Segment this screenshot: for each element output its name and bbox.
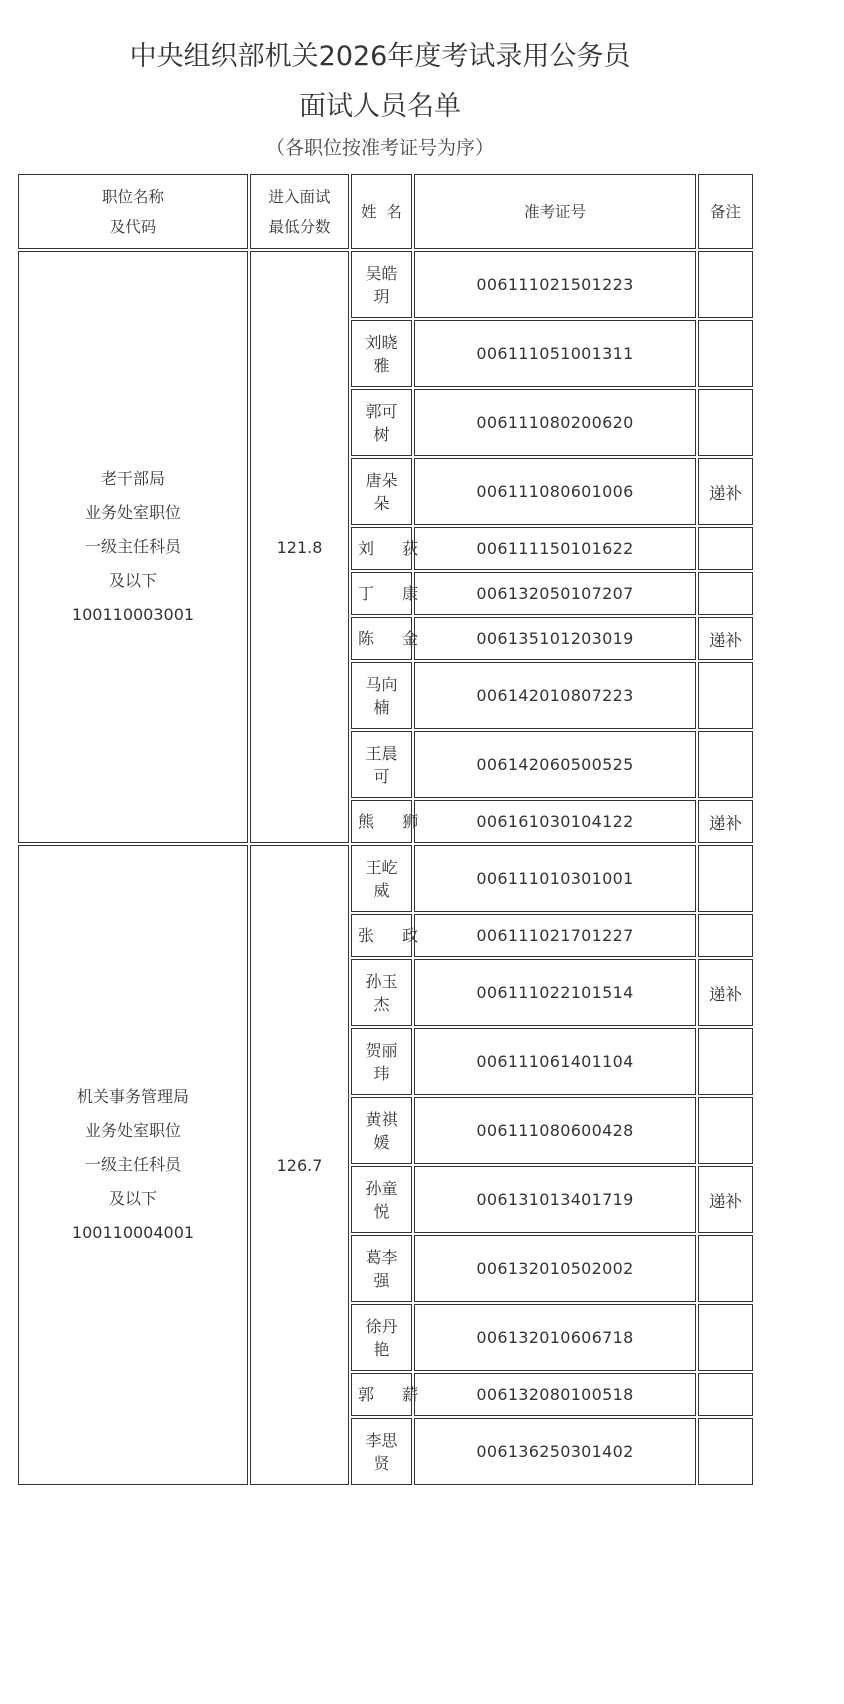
header-ticket: 准考证号 [414, 174, 696, 249]
note-cell: 递补 [698, 800, 753, 843]
note-cell [698, 572, 753, 615]
document-subtitle: （各职位按准考证号为序） [265, 137, 494, 159]
name-line: 黄祺 [365, 1109, 398, 1129]
table-row [18, 845, 753, 912]
name-line: 威 [373, 880, 390, 900]
ticket-number: 006161030104122 [414, 800, 696, 843]
candidate-name: 郭 薪 [351, 1373, 412, 1416]
name-line: 郭可 [365, 401, 398, 421]
name-line: 艳 [373, 1339, 390, 1359]
min-score-cell: 126.7 [250, 845, 349, 1485]
note-cell [698, 320, 753, 387]
candidate-name [351, 320, 412, 387]
position-line: 一级主任科员 [84, 537, 181, 556]
ticket-number: 006136250301402 [414, 1418, 696, 1485]
candidate-name [351, 458, 412, 525]
name-line: 强 [373, 1270, 390, 1290]
ticket-number: 006131013401719 [414, 1166, 696, 1233]
candidate-name [351, 959, 412, 1026]
position-line: 老干部局 [100, 469, 165, 488]
position-cell [18, 845, 248, 1485]
candidate-name [351, 845, 412, 912]
name-line: 孙童 [365, 1178, 398, 1198]
candidate-name [351, 389, 412, 456]
header-position-line1: 职位名称 [101, 187, 164, 206]
name-line: 马向 [365, 674, 398, 694]
position-line: 一级主任科员 [84, 1155, 181, 1174]
header-min-score [250, 174, 349, 249]
ticket-number: 006111022101514 [414, 959, 696, 1026]
candidate-name: 刘 荻 [351, 527, 412, 570]
ticket-number: 006111051001311 [414, 320, 696, 387]
candidate-name: 丁 康 [351, 572, 412, 615]
table-row [18, 251, 753, 318]
ticket-number: 006111080601006 [414, 458, 696, 525]
candidate-name [351, 1304, 412, 1371]
candidate-name [351, 1097, 412, 1164]
name-line: 贤 [373, 1453, 390, 1473]
ticket-number: 006111061401104 [414, 1028, 696, 1095]
note-cell [698, 389, 753, 456]
header-score-line2: 最低分数 [268, 217, 331, 236]
candidate-name [351, 1235, 412, 1302]
candidate-name [351, 1028, 412, 1095]
name-line: 刘晓 [365, 332, 398, 352]
name-line: 吴皓 [365, 263, 398, 283]
position-line: 100110003001 [71, 605, 195, 624]
candidate-name [351, 662, 412, 729]
ticket-number: 006142060500525 [414, 731, 696, 798]
ticket-number: 006111150101622 [414, 527, 696, 570]
ticket-number: 006111010301001 [414, 845, 696, 912]
min-score-cell: 121.8 [250, 251, 349, 843]
header-score-line1: 进入面试 [268, 187, 331, 206]
note-cell [698, 662, 753, 729]
note-cell: 递补 [698, 959, 753, 1026]
name-line: 李思 [365, 1430, 398, 1450]
name-line: 王屹 [365, 857, 398, 877]
position-line: 业务处室职位 [84, 1121, 181, 1140]
note-cell [698, 731, 753, 798]
note-cell [698, 1235, 753, 1302]
name-line: 唐朵 [365, 470, 398, 490]
ticket-number: 006111021501223 [414, 251, 696, 318]
position-line: 及以下 [108, 1189, 157, 1208]
note-cell [698, 251, 753, 318]
note-cell: 递补 [698, 458, 753, 525]
candidate-name [351, 1166, 412, 1233]
candidate-name [351, 1418, 412, 1485]
note-cell: 递补 [698, 617, 753, 660]
name-line: 贺丽 [365, 1040, 398, 1060]
position-line: 及以下 [108, 571, 157, 590]
header-position-line2: 及代码 [109, 217, 157, 236]
note-cell [698, 1097, 753, 1164]
name-line: 玥 [373, 286, 390, 306]
note-cell [698, 1373, 753, 1416]
ticket-number: 006142010807223 [414, 662, 696, 729]
ticket-number: 006132010606718 [414, 1304, 696, 1371]
candidate-name [351, 251, 412, 318]
header-position [18, 174, 248, 249]
candidate-name: 张 政 [351, 914, 412, 957]
ticket-number: 006135101203019 [414, 617, 696, 660]
candidate-name: 熊 狮 [351, 800, 412, 843]
note-cell [698, 1304, 753, 1371]
name-line: 朵 [373, 493, 390, 513]
name-line: 孙玉 [365, 971, 398, 991]
note-cell [698, 527, 753, 570]
name-line: 楠 [373, 697, 390, 717]
name-line: 媛 [373, 1132, 390, 1152]
note-cell [698, 1418, 753, 1485]
position-cell [18, 251, 248, 843]
interview-roster-table [16, 172, 755, 1487]
ticket-number: 006111021701227 [414, 914, 696, 957]
header-name: 姓 名 [351, 174, 412, 249]
name-line: 悦 [373, 1201, 390, 1221]
document-title-line2: 面试人员名单 [299, 91, 461, 122]
name-line: 葛李 [365, 1247, 398, 1267]
note-cell [698, 914, 753, 957]
name-line: 雅 [373, 355, 390, 375]
note-cell: 递补 [698, 1166, 753, 1233]
name-line: 树 [373, 424, 390, 444]
candidate-name [351, 731, 412, 798]
table-body [18, 251, 753, 1485]
name-line: 徐丹 [365, 1316, 398, 1336]
ticket-number: 006111080200620 [414, 389, 696, 456]
name-line: 可 [373, 766, 390, 786]
ticket-number: 006132080100518 [414, 1373, 696, 1416]
header-note: 备注 [698, 174, 753, 249]
name-line: 王晨 [365, 743, 398, 763]
table-header-row [18, 174, 753, 249]
ticket-number: 006132050107207 [414, 572, 696, 615]
position-line: 业务处室职位 [84, 503, 181, 522]
note-cell [698, 845, 753, 912]
ticket-number: 006132010502002 [414, 1235, 696, 1302]
name-line: 杰 [373, 994, 390, 1014]
position-line: 100110004001 [71, 1223, 195, 1242]
ticket-number: 006111080600428 [414, 1097, 696, 1164]
note-cell [698, 1028, 753, 1095]
position-line: 机关事务管理局 [76, 1087, 189, 1106]
name-line: 玮 [373, 1063, 390, 1083]
document-title: 中央组织部机关2026年度考试录用公务员 [129, 41, 631, 72]
candidate-name: 陈 金 [351, 617, 412, 660]
